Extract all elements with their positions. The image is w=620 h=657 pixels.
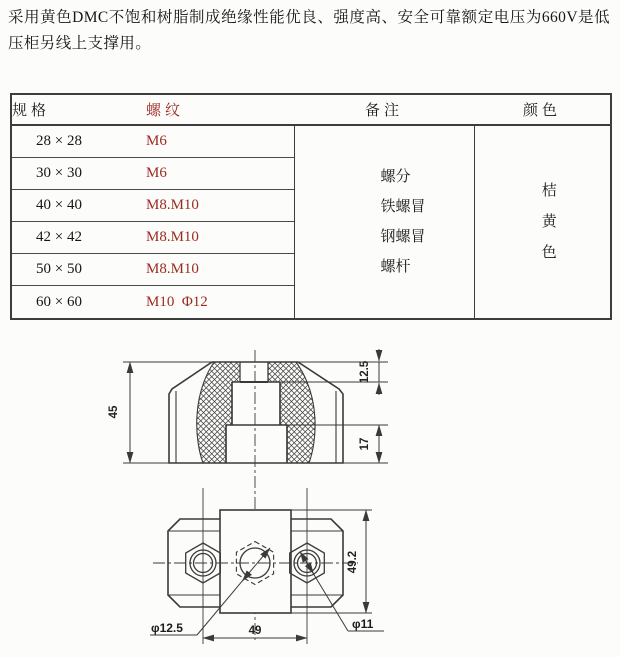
intro-paragraph: 采用黄色DMC不饱和树脂制成绝缘性能优良、强度高、安全可靠额定电压为660V是低压柜另线上支撑用。 [8, 9, 610, 52]
note-line: 钢螺冒 [380, 229, 426, 245]
dim-49 [203, 625, 307, 638]
spec-value: 60 × 60 [36, 293, 82, 310]
thread-value: M8.M10 [146, 222, 294, 254]
insulator-outline [169, 362, 343, 463]
color-line: 桔 [541, 182, 557, 199]
phi-12-5-text: φ12.5 [151, 621, 183, 635]
header-color: 颜色 [474, 94, 611, 125]
hatch-right [268, 362, 315, 463]
thread-value: M6 [146, 158, 294, 190]
spec-value: 42 × 42 [11, 222, 146, 254]
dim-45-text: 45 [108, 405, 120, 419]
header-note: 备注 [294, 94, 474, 125]
spec-value: 30 × 30 [11, 158, 146, 190]
insert-middle [232, 382, 280, 425]
thread-value: M10 Φ12 [146, 293, 208, 310]
insert-base [226, 425, 287, 463]
section-view [108, 349, 388, 463]
spec-value: 28 × 28 [11, 125, 146, 158]
dim-49-text: 49 [248, 625, 262, 637]
note-line: 螺杆 [380, 259, 411, 275]
dim-12-5-text: 12.5 [359, 360, 371, 384]
top-view [150, 488, 384, 644]
top-notch [240, 362, 268, 382]
thread-value: M8.M10 [146, 254, 294, 286]
header-spec: 规格 [11, 94, 146, 125]
phi-11-text: φ11 [352, 617, 374, 631]
dim-49-2 [291, 510, 372, 613]
dim-17-text: 17 [359, 437, 371, 451]
header-thread: 螺纹 [146, 94, 294, 125]
color-line: 黄 [541, 213, 557, 230]
dim-49-2-extensions [291, 510, 372, 613]
hatch-left [197, 362, 240, 463]
spec-value: 40 × 40 [11, 190, 146, 222]
spec-value: 50 × 50 [11, 254, 146, 286]
thread-value: M6 [146, 125, 294, 158]
thread-value: M8.M10 [146, 190, 294, 222]
note-line: 铁螺冒 [380, 199, 426, 215]
dim-45 [108, 362, 212, 463]
body-top-face [220, 510, 291, 613]
color-line: 色 [541, 244, 557, 261]
dim-49-2-text: 49.2 [347, 550, 359, 574]
note-line: 螺分 [380, 169, 411, 185]
